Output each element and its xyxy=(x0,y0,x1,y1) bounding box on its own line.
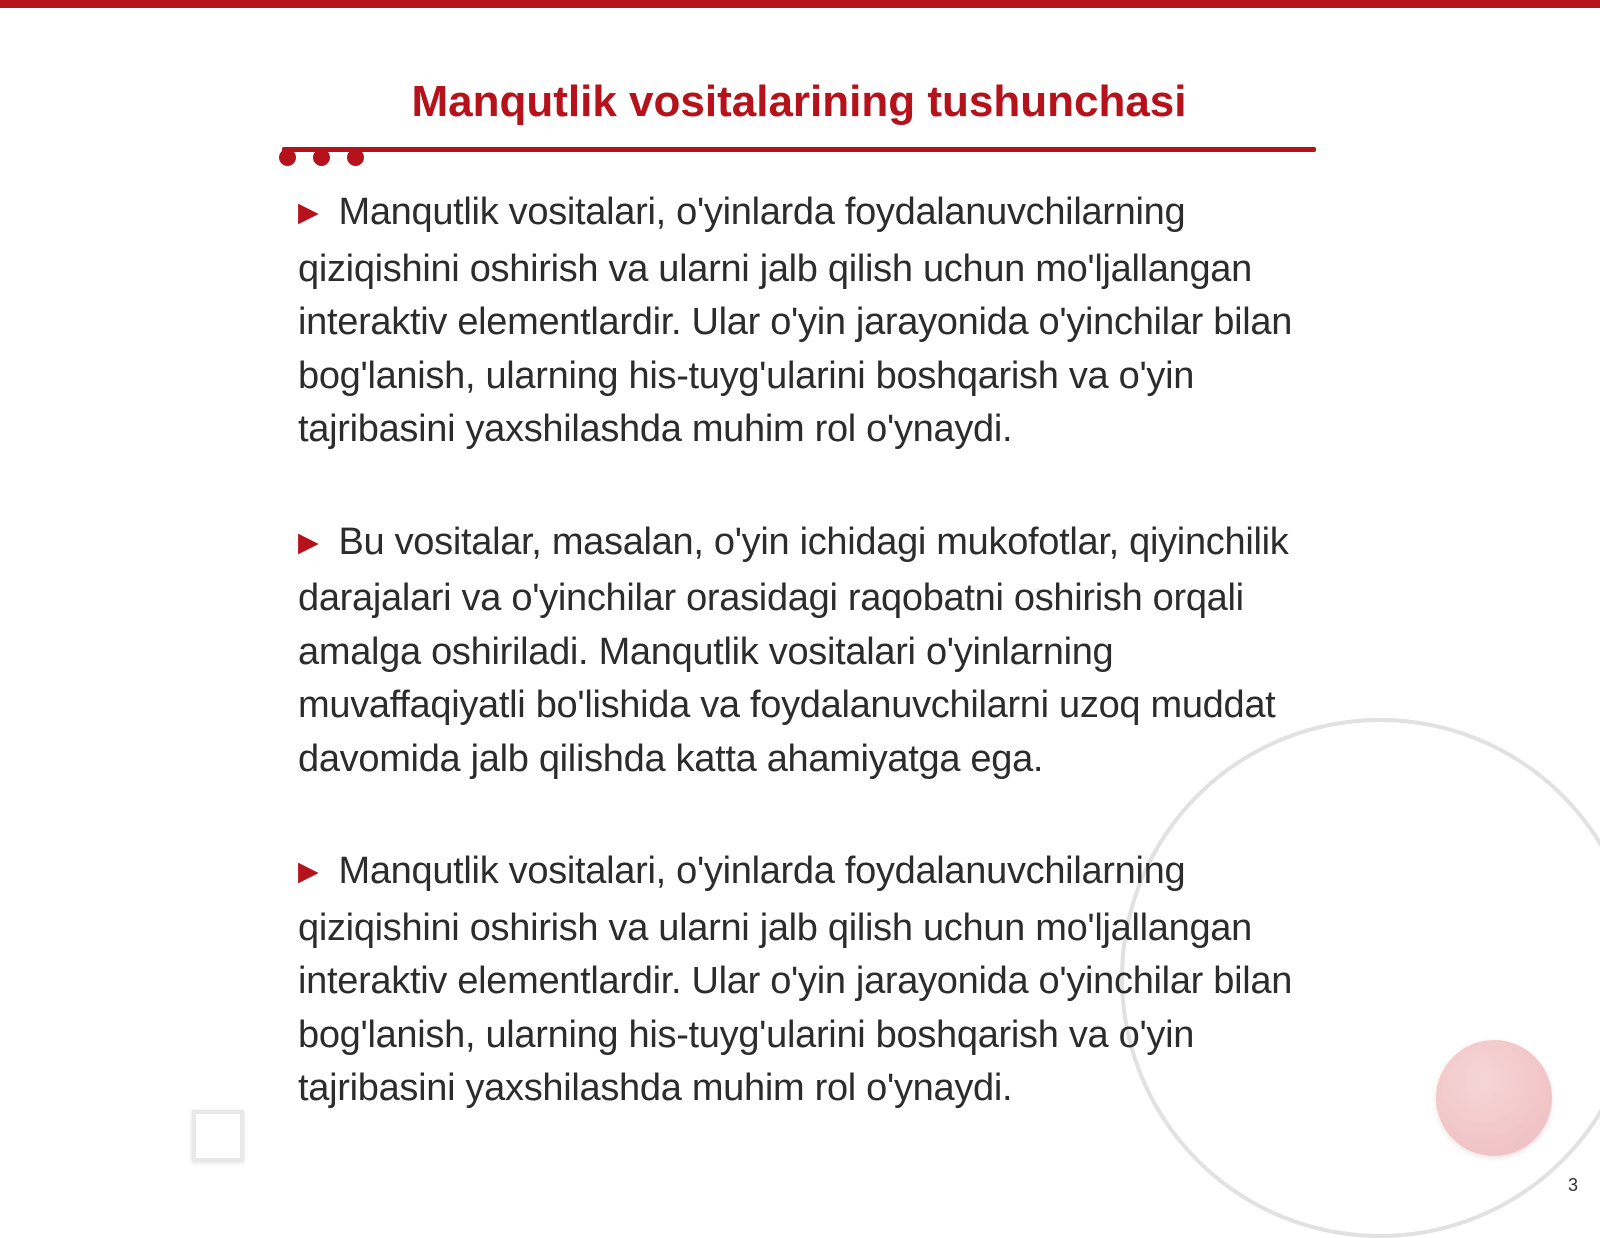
underline-dot-1 xyxy=(279,149,296,166)
bullet-list xyxy=(298,186,1308,1175)
bullet-text: Manqutlik vositalari, o'yinlarda foydalanuvchilarning qiziqishini oshirish va ularni jalb qilish uchun mo'ljallangan interaktiv elementlardir. Ular o'yin jarayonida o'yinchilar bilan bog'lanish, ularning his-tuyg'ularini boshqarish va o'yin tajribasini yaxshilashda muhim rol o'ynaydi. xyxy=(298,850,1293,1109)
page-number: 3 xyxy=(1567,1175,1578,1195)
underline-dot-3 xyxy=(347,149,364,166)
slide-title: Manqutlik vositalarining tushunchasi xyxy=(411,77,1187,126)
bullet-text: Bu vositalar, masalan, o'yin ichidagi mukofotlar, qiyinchilik darajalari va o'yinchilar orasidagi raqobatni oshirish orqali amalga oshiriladi. Manqutlik vositalari o'yinlarning muvaffaqiyatli bo'lishida va foydalanuvchilarni uzoq muddat davomida jalb qilishda katta ahamiyatga ega. xyxy=(298,520,1289,780)
triangle-right-icon: ▶ xyxy=(298,197,319,227)
decorative-square xyxy=(192,1110,244,1162)
bullet-item xyxy=(298,186,1308,457)
triangle-right-icon: ▶ xyxy=(298,526,319,557)
triangle-right-icon: ▶ xyxy=(298,856,319,886)
top-accent-bar xyxy=(0,0,1600,8)
bullet-item xyxy=(298,845,1308,1116)
title-underline xyxy=(282,147,1316,152)
underline-dot-2 xyxy=(313,149,330,166)
bullet-item xyxy=(298,516,1308,787)
bullet-text: Manqutlik vositalari, o'yinlarda foydalanuvchilarning qiziqishini oshirish va ularni jalb qilish uchun mo'ljallangan interaktiv elementlardir. Ular o'yin jarayonida o'yinchilar bilan bog'lanish, ularning his-tuyg'ularini boshqarish va o'yin tajribasini yaxshilashda muhim rol o'ynaydi. xyxy=(298,191,1293,450)
decorative-pink-circle xyxy=(1436,1040,1552,1156)
